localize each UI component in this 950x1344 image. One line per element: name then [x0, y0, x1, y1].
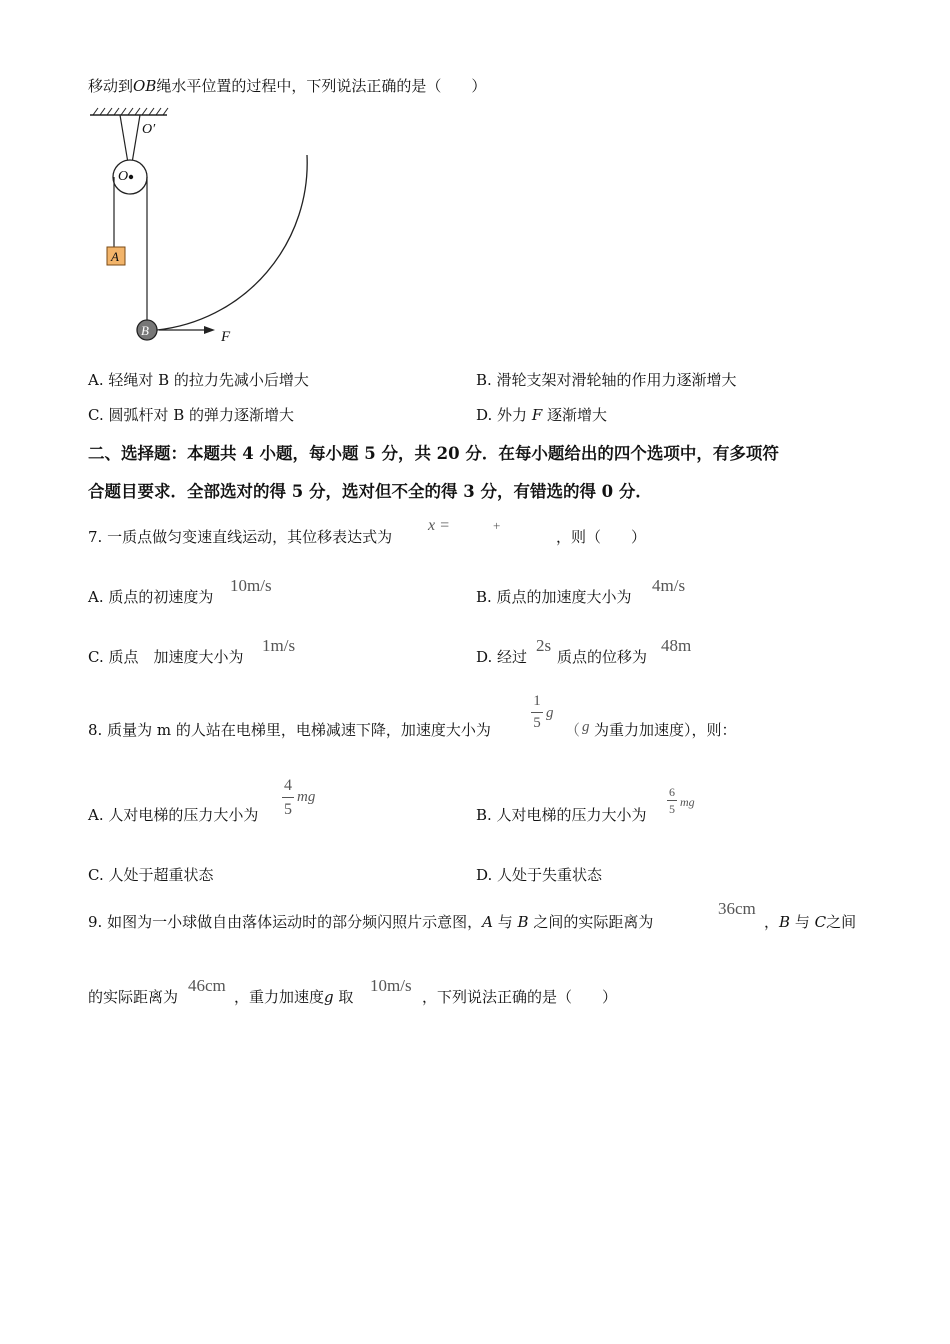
q9-g-text: [234, 987, 353, 1007]
label-a: A: [111, 249, 119, 264]
label-o-prime: O′: [142, 122, 156, 137]
q7-b-value: 4m/s: [652, 576, 686, 595]
q8-a-den: 5: [284, 801, 292, 818]
q9-c: C: [814, 913, 827, 931]
arc-rod: [157, 155, 307, 330]
q9-tail: ，下列说法正确的是（ ）: [422, 988, 618, 1006]
q8-stem: 8. 质量为 m 的人站在电梯里，电梯减速下降，加速度大小为: [88, 721, 491, 739]
q6-option-b: B. 滑轮支架对滑轮轴的作用力逐渐增大: [476, 371, 737, 389]
q7-d-time: 2s: [536, 636, 552, 655]
q9-g: g: [324, 988, 334, 1006]
q7-stem: 7. 一质点做匀变速直线运动，其位移表达式为: [88, 528, 393, 546]
q8-option-d: D. 人处于失重状态: [476, 866, 603, 884]
pulley-axle: [129, 175, 133, 179]
q7-plus: +: [493, 518, 501, 533]
q8-frac-bar: [531, 712, 543, 713]
q7-option-b: B. 质点的加速度大小为: [476, 588, 632, 606]
q9-between: 之间: [826, 913, 857, 931]
q9-b: B: [517, 913, 529, 931]
q6-option-a: A. 轻绳对 B 的拉力先减小后增大: [88, 371, 309, 389]
q8-a-bar: [282, 797, 294, 798]
q6-d-pre: D. 外力: [476, 406, 528, 424]
q9-g-label: ，重力加速度: [234, 988, 325, 1006]
q6-option-d: [476, 405, 607, 425]
q8-option-c: C. 人处于超重状态: [88, 866, 214, 884]
q9-yu1: 与: [497, 913, 513, 931]
q9-dist2: 46cm: [188, 976, 226, 995]
q8-b-mg: mg: [680, 795, 695, 809]
q6-option-c: C. 圆弧杆对 B 的弹力逐渐增大: [88, 406, 295, 424]
q9-gval: 10m/s: [370, 976, 412, 995]
q9-comma: ，: [764, 913, 780, 931]
q8-frac-num: 1: [533, 693, 541, 709]
q7-tail: ，则（ ）: [556, 528, 647, 546]
label-o: O: [118, 169, 129, 184]
q8-paren-text: 为重力加速度），则：: [594, 721, 737, 739]
q8-paren-open: （: [565, 721, 581, 739]
label-f: F: [221, 329, 231, 345]
q7-option-c: C. 质点 加速度大小为: [88, 648, 244, 666]
q9-b2: B: [779, 913, 791, 931]
force-arrow-head: [204, 326, 215, 334]
pulley-figure: [85, 105, 325, 350]
q8-b-num: 6: [669, 785, 675, 799]
label-b: B: [141, 323, 149, 338]
q7-option-d-2: 质点的位移为: [557, 648, 648, 666]
q7-x-eq: x =: [428, 517, 450, 534]
q9-stem: [88, 912, 653, 932]
q8-a-num: 4: [284, 777, 292, 794]
q7-option-d-1: D. 经过: [476, 648, 528, 666]
q8-g2: g: [582, 719, 590, 735]
q8-a-mg: mg: [297, 789, 316, 805]
section2-line2: 合题目要求．全部选对的得 5 分，选对但不全的得 3 分，有错选的得 0 分．: [88, 482, 652, 501]
q9-line2-pre: 的实际距离为: [88, 988, 179, 1006]
q7-d-value: 48m: [661, 636, 692, 655]
q8-b-den: 5: [669, 802, 675, 816]
q8-b-bar: [667, 800, 677, 801]
intro-post: 绳水平位置的过程中，下列说法正确的是（ ）: [156, 77, 487, 95]
q9-mid: 之间的实际距离为: [533, 913, 654, 931]
q7-a-value: 10m/s: [230, 576, 272, 595]
section2-line1: 二、选择题：本题共 4 小题，每小题 5 分，共 20 分．在每小题给出的四个选项中，有多项符: [88, 444, 779, 463]
q9-a: A: [482, 913, 493, 931]
q9-stem-text: 9. 如图为一小球做自由落体运动时的部分频闪照片示意图，: [88, 913, 483, 931]
q9-stem-end: [764, 912, 856, 932]
q8-option-b: B. 人对电梯的压力大小为: [476, 806, 647, 824]
q7-c-value: 1m/s: [262, 636, 296, 655]
intro-ob: OB: [133, 77, 157, 95]
q9-qu: 取: [338, 988, 354, 1006]
q6-d-post: 逐渐增大: [547, 406, 608, 424]
q8-frac-den: 5: [533, 715, 541, 731]
intro-pre: 移动到: [88, 77, 134, 95]
q8-g: g: [546, 705, 554, 721]
ceiling: [90, 108, 168, 115]
intro-line: [88, 76, 486, 96]
q9-dist1: 36cm: [718, 899, 756, 918]
q6-d-var: F: [531, 406, 543, 424]
q8-option-a: A. 人对电梯的压力大小为: [88, 806, 259, 824]
q9-yu2: 与: [794, 913, 810, 931]
q7-option-a: A. 质点的初速度为: [88, 588, 214, 606]
